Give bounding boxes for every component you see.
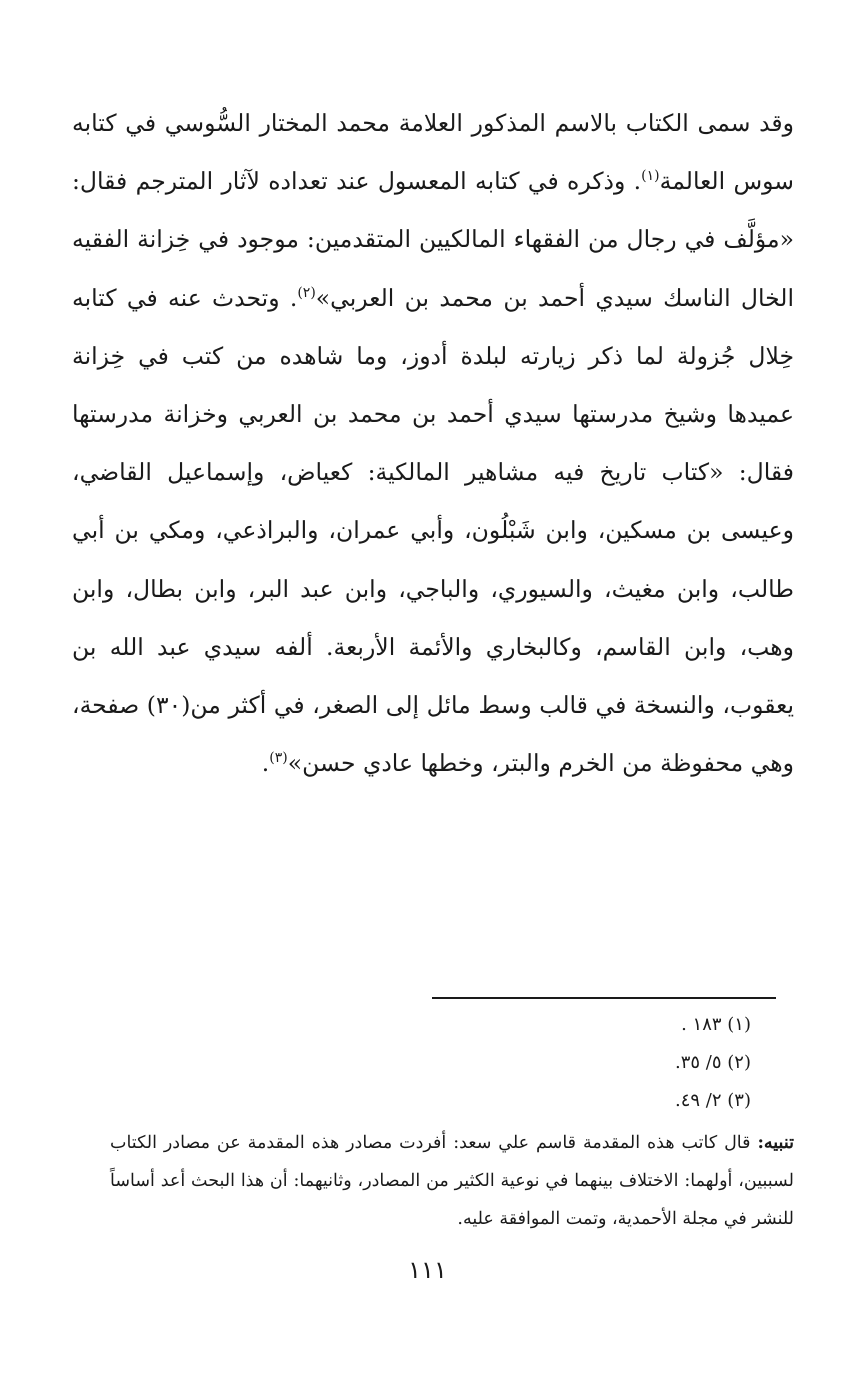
text-segment: . وتحدث عنه في كتابه خِلال جُزولة لما ذكر زيارته لبلدة أدوز، وما شاهده من كتب في خِزانة عميدها وشيخ مدرستها سيدي أحمد بن محمد بن العربي وخزانة مدرستها فقال: «كتاب تاريخ فيه مشاهير المالكية: كعياض، وإسماعيل القاضي، وعيسى بن مسكين، وابن شَبْلُون، وأبي عمران، والبراذعي، ومكي بن أبي طالب، وابن مغيث، والسيوري، والباجي، وابن عبد البر، وابن بطال، وابن وهب، وابن القاسم، وكالبخاري والأئمة الأربعة. ألفه سيدي عبد الله بن يعقوب، والنسخة في قالب وسط مائل إلى الصغر، في أكثر من(٣٠) صفحة، وهي محفوظة من الخرم والبتر، وخطها عادي حسن» xyxy=(72,283,794,778)
footnotes-list xyxy=(675,1006,751,1120)
footnote-ref-1: (١) xyxy=(641,168,660,185)
footnote-ref-3: (٣) xyxy=(269,750,288,767)
text-segment: . وذكره في كتابه المعسول عند تعداده لآثار المترجم فقال: «مؤلَّف في رجال من الفقهاء المالكيين المتقدمين: موجود في خِزانة الفقيه الخال الناسك سيدي أحمد بن محمد بن العربي» xyxy=(72,167,794,312)
main-paragraph xyxy=(72,94,794,792)
footnote-separator xyxy=(432,997,776,999)
page-number: ١١١ xyxy=(408,1256,447,1284)
text-segment: وقد سمى الكتاب بالاسم المذكور العلامة محمد المختار السُّوسي في كتابه سوس العالمة xyxy=(72,109,794,196)
footnote-ref-2: (٢) xyxy=(297,284,316,301)
text-segment: . xyxy=(261,749,270,778)
footnote-3: (٣) ٢/ ٤٩. xyxy=(675,1090,751,1111)
editor-note xyxy=(110,1124,794,1238)
footnote-2: (٢) ٥/ ٣٥. xyxy=(675,1052,751,1073)
note-label: تنبيه: xyxy=(757,1133,794,1153)
note-text: قال كاتب هذه المقدمة قاسم علي سعد: أفردت مصادر هذه المقدمة عن مصادر الكتاب لسببين، أولهما: الاختلاف بينهما في نوعية الكثير من المصادر، وثانيهما: أن هذا البحث أعد أساساً للنشر في مجلة الأحمدية، وتمت الموافقة عليه. xyxy=(110,1133,794,1229)
footnote-1: (١) ١٨٣ . xyxy=(681,1014,751,1035)
